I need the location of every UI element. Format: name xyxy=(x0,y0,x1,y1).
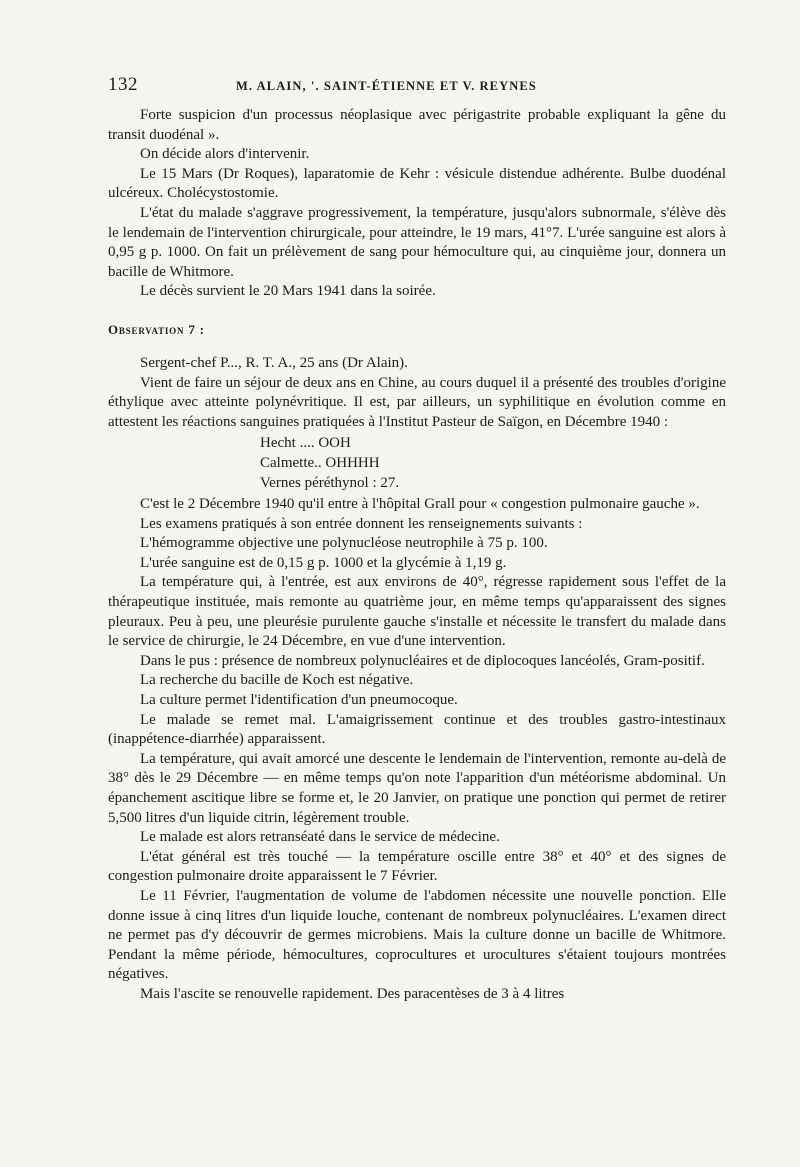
paragraph: Le malade est alors retranséaté dans le service de médecine. xyxy=(140,829,500,846)
paragraph: Vient de faire un séjour de deux ans en Chine, au cours duquel il a présenté des troubles d'origine éthylique avec atteinte polynévritique. Il est, par ailleurs, un syphilitique en évolution comme en attestent les réactions sanguines pratiquées à l'Institut Pasteur de Saïgon, en Décembre 1940 : xyxy=(108,374,726,430)
paragraph: La température qui, à l'entrée, est aux environs de 40°, régresse rapidement sous l'effet de la thérapeutique instituée, mais remonte au quatrième jour, en même temps qu'apparaissent des signes pleuraux. Peu à peu, une pleurésie purulente gauche s'installe et nécessite le transfert du malade dans le service de chirurgie, le 24 Décembre, en vue d'une intervention. xyxy=(108,574,726,650)
document-page xyxy=(108,74,726,1005)
paragraph: L'urée sanguine est de 0,15 g p. 1000 et la glycémie à 1,19 g. xyxy=(140,554,507,571)
paragraph: Le décès survient le 20 Mars 1941 dans la soirée. xyxy=(140,283,436,300)
serology-line: Hecht .... OOH xyxy=(260,435,351,452)
paragraph: La température, qui avait amorcé une descente le lendemain de l'intervention, remonte au-delà de 38° dès le 29 Décembre — en même temps qu'on note l'apparition d'un météorisme abdominal. Un épanchement ascitique libre se forme et, le 20 Janvier, on pratique une ponction qui permet de retirer 5,500 litres d'un liquide citrin, légèrement trouble. xyxy=(108,750,726,826)
observation-heading: Observation 7 : xyxy=(108,321,205,337)
paragraph: La recherche du bacille de Koch est négative. xyxy=(140,672,414,689)
serology-results xyxy=(260,434,726,493)
paragraph: L'état général est très touché — la température oscille entre 38° et 40° et des signes de congestion pulmonaire droite apparaissent le 7 Février. xyxy=(108,848,726,885)
paragraph: C'est le 2 Décembre 1940 qu'il entre à l'hôpital Grall pour « congestion pulmonaire gauche ». xyxy=(140,496,700,513)
paragraph: L'hémogramme objective une polynucléose neutrophile à 75 p. 100. xyxy=(140,535,548,552)
paragraph: Le 11 Février, l'augmentation de volume de l'abdomen nécessite une nouvelle ponction. Elle donne issue à cinq litres d'un liquide louche, contenant de nombreux polynucléaires. L'examen direct ne permet pas d'y découvrir de germes microbiens. Mais la culture donne un bacille de Whitmore. Pendant la même période, hémocultures, coprocultures et urocultures s'étaient toujours montrées négatives. xyxy=(108,887,726,983)
paragraph: Le malade se remet mal. L'amaigrissement continue et des troubles gastro-intestinaux (inappétence-diarrhée) apparaissent. xyxy=(108,711,726,748)
serology-line: Calmette.. OHHHH xyxy=(260,454,380,471)
paragraph: Mais l'ascite se renouvelle rapidement. Des paracentèses de 3 à 4 litres xyxy=(140,985,565,1002)
paragraph: Dans le pus : présence de nombreux polynucléaires et de diplocoques lancéolés, Gram-positif. xyxy=(140,652,705,669)
paragraph: La culture permet l'identification d'un pneumocoque. xyxy=(140,692,458,709)
page-number: 132 xyxy=(108,74,138,95)
paragraph: Sergent-chef P..., R. T. A., 25 ans (Dr Alain). xyxy=(140,354,408,371)
serology-line: Vernes péréthynol : 27. xyxy=(260,474,400,491)
paragraph: L'état du malade s'aggrave progressivement, la température, jusqu'alors subnormale, s'élève dès le lendemain de l'intervention chirurgicale, pour atteindre, le 19 mars, 41°7. L'urée sanguine est alors à 0,95 g p. 1000. On fait un prélèvement de sang pour hémoculture qui, au cinquième jour, donnera un bacille de Whitmore. xyxy=(108,204,726,280)
paragraph: On décide alors d'intervenir. xyxy=(140,146,310,163)
paragraph: Les examens pratiqués à son entrée donnent les renseignements suivants : xyxy=(140,515,583,532)
paragraph: Forte suspicion d'un processus néoplasique avec périgastrite probable expliquant la gêne du transit duodénal ». xyxy=(108,107,726,143)
paragraph: Le 15 Mars (Dr Roques), laparatomie de Kehr : vésicule distendue adhérente. Bulbe duodénal ulcéreux. Cholécystostomie. xyxy=(108,165,726,202)
header-title: M. ALAIN, '. SAINT-ÉTIENNE ET V. REYNES xyxy=(236,79,537,93)
running-header xyxy=(108,74,726,104)
